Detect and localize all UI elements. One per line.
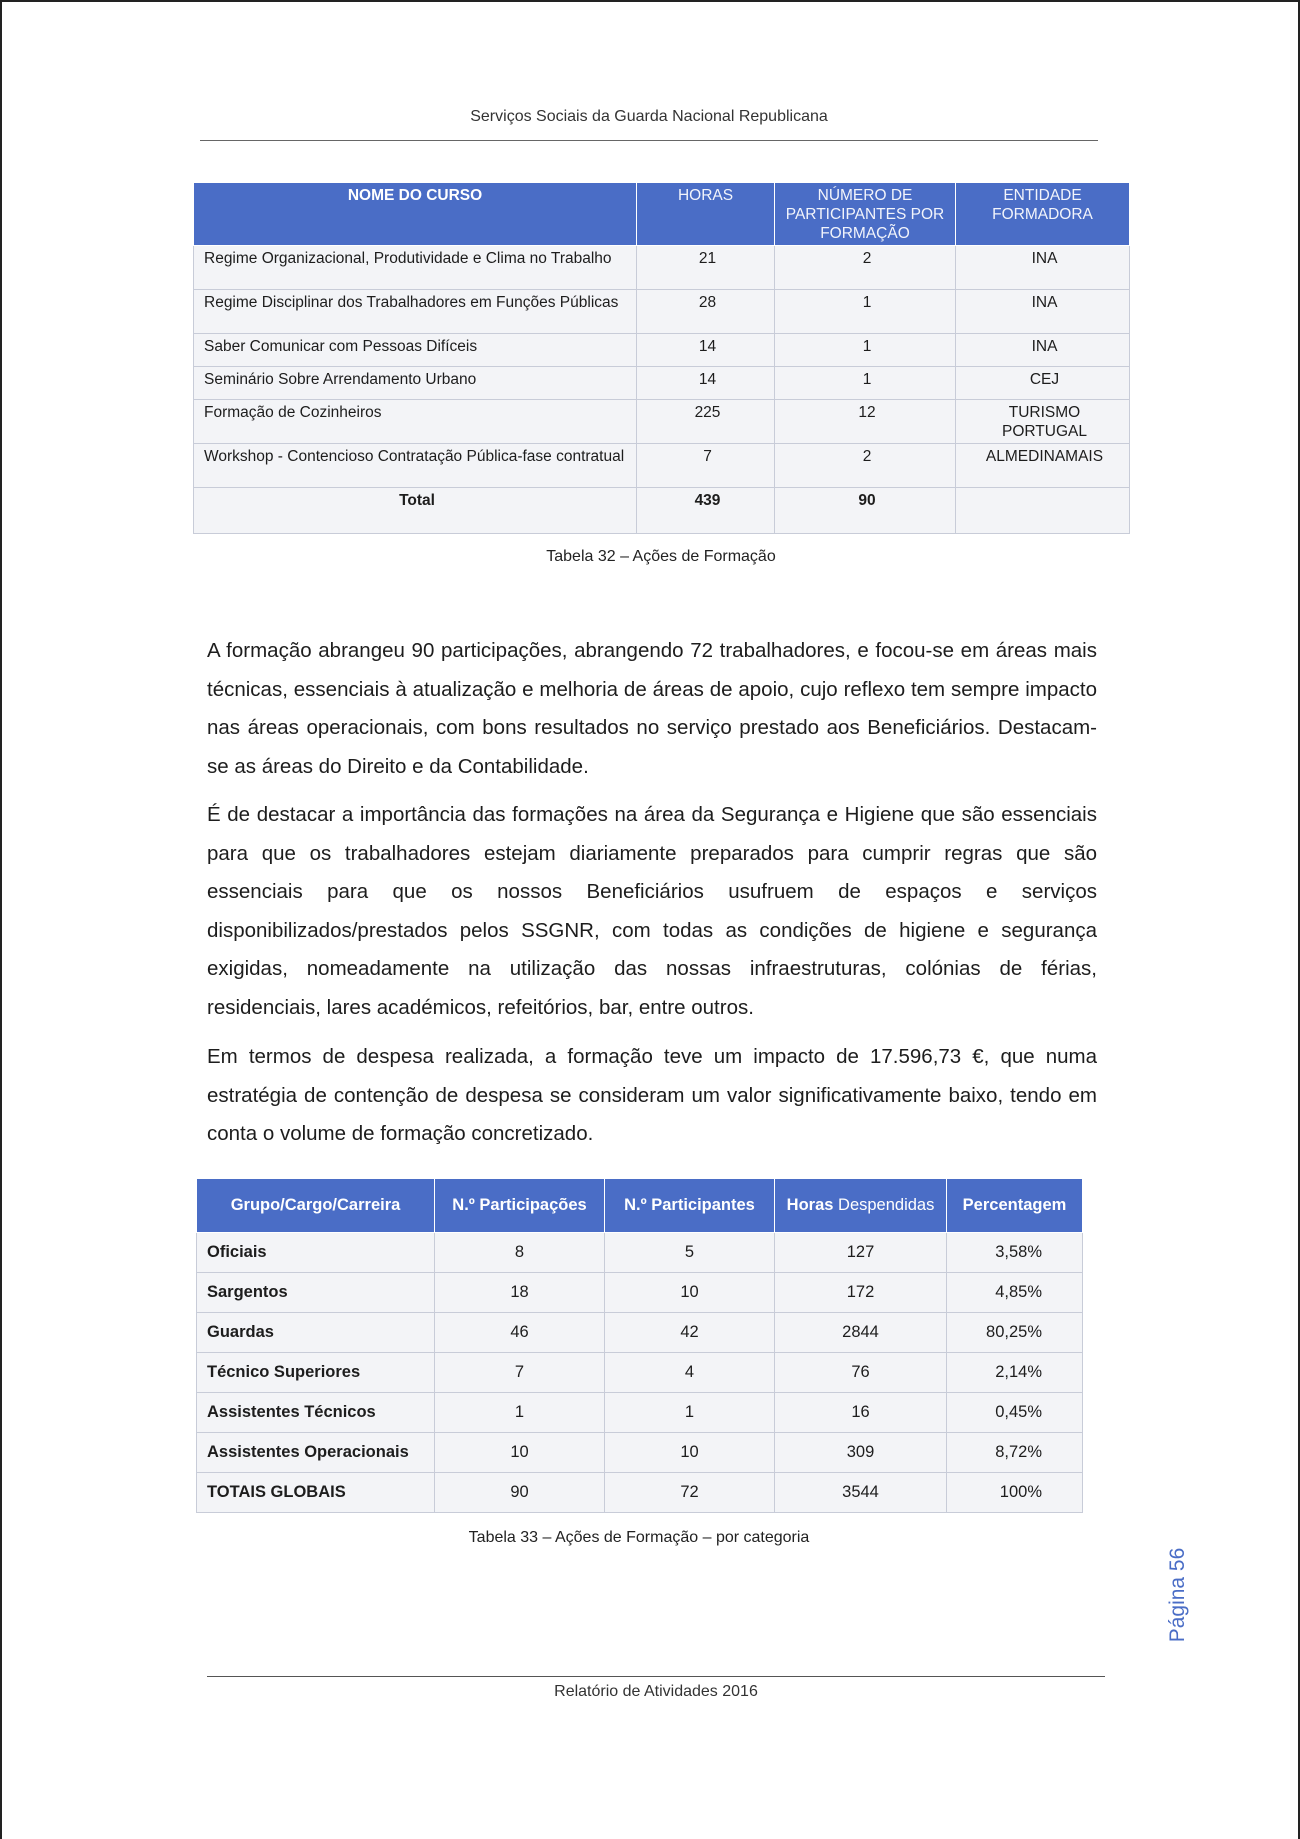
table-row — [194, 400, 1130, 444]
training-actions-table — [193, 182, 1130, 534]
cell-group: Guardas — [197, 1313, 435, 1353]
cell-participants: 10 — [605, 1273, 775, 1313]
cell-participants: 5 — [605, 1233, 775, 1273]
cell-entity: INA — [956, 246, 1130, 290]
footer-rule — [207, 1676, 1105, 1677]
totals-row — [197, 1473, 1083, 1513]
cell-percentage: 0,45% — [947, 1393, 1083, 1433]
cell-participants: 12 — [775, 400, 956, 444]
table-row — [194, 444, 1130, 488]
cell-group: Oficiais — [197, 1233, 435, 1273]
cell-hours: 14 — [637, 334, 775, 367]
cell-hours: 3544 — [775, 1473, 947, 1513]
cell-entity: CEJ — [956, 367, 1130, 400]
cell-participations: 8 — [435, 1233, 605, 1273]
col-header-participants: NÚMERO DE PARTICIPANTES POR FORMAÇÃO — [775, 183, 956, 246]
cell-participants: 1 — [775, 290, 956, 334]
cell-participants: 1 — [605, 1393, 775, 1433]
table-row — [197, 1393, 1083, 1433]
col-header-percentage: Percentagem — [947, 1179, 1083, 1233]
cell-entity: ALMEDINAMAIS — [956, 444, 1130, 488]
cell-participants: 4 — [605, 1353, 775, 1393]
cell-hours: 225 — [637, 400, 775, 444]
col-header-hours — [775, 1179, 947, 1233]
total-row — [194, 488, 1130, 534]
table33-caption: Tabela 33 – Ações de Formação – por categoria — [468, 1529, 810, 1546]
table-header-row — [194, 183, 1130, 246]
table-row — [194, 367, 1130, 400]
cell-participations: 18 — [435, 1273, 605, 1313]
col-header-group: Grupo/Cargo/Carreira — [197, 1179, 435, 1233]
cell-hours: 14 — [637, 367, 775, 400]
table-row — [197, 1353, 1083, 1393]
cell-participants: 2 — [775, 246, 956, 290]
cell-course: Formação de Cozinheiros — [194, 400, 637, 444]
col-header-course: NOME DO CURSO — [194, 183, 637, 246]
cell-course: Workshop - Contencioso Contratação Pública-fase contratual — [194, 444, 637, 488]
table-row — [194, 290, 1130, 334]
cell-hours: 16 — [775, 1393, 947, 1433]
cell-hours: 309 — [775, 1433, 947, 1473]
hours-header-light: Despendidas — [833, 1196, 935, 1214]
cell-participants: 1 — [775, 334, 956, 367]
total-hours: 439 — [637, 488, 775, 534]
cell-percentage: 8,72% — [947, 1433, 1083, 1473]
col-header-entity: ENTIDADE FORMADORA — [956, 183, 1130, 246]
cell-course: Regime Disciplinar dos Trabalhadores em Funções Públicas — [194, 290, 637, 334]
cell-percentage: 3,58% — [947, 1233, 1083, 1273]
paragraph-3: Em termos de despesa realizada, a formação teve um impacto de 17.596,73 €, que numa estratégia de contenção de despesa se consideram um valor significativamente baixo, tendo em conta o volume de formação concretizado. — [207, 1045, 1097, 1145]
cell-course: Seminário Sobre Arrendamento Urbano — [194, 367, 637, 400]
total-entity — [956, 488, 1130, 534]
cell-participants: 1 — [775, 367, 956, 400]
cell-participations: 1 — [435, 1393, 605, 1433]
cell-group: Técnico Superiores — [197, 1353, 435, 1393]
cell-percentage: 80,25% — [947, 1313, 1083, 1353]
cell-hours: 172 — [775, 1273, 947, 1313]
table-row — [197, 1433, 1083, 1473]
cell-participations: 46 — [435, 1313, 605, 1353]
cell-entity: TURISMO PORTUGAL — [956, 400, 1130, 444]
table-header-row — [197, 1179, 1083, 1233]
table32-caption: Tabela 32 – Ações de Formação — [546, 548, 776, 565]
col-header-participants: N.º Participantes — [605, 1179, 775, 1233]
table-row — [194, 246, 1130, 290]
cell-hours: 2844 — [775, 1313, 947, 1353]
cell-hours: 76 — [775, 1353, 947, 1393]
table-row — [197, 1233, 1083, 1273]
cell-percentage: 100% — [947, 1473, 1083, 1513]
cell-participants: 42 — [605, 1313, 775, 1353]
table-row — [197, 1313, 1083, 1353]
cell-entity: INA — [956, 334, 1130, 367]
cell-participants: 2 — [775, 444, 956, 488]
cell-participations: 10 — [435, 1433, 605, 1473]
paragraph-2: É de destacar a importância das formações na área da Segurança e Higiene que são essenciais para que os trabalhadores estejam diariamente preparados para cumprir regras que são essenciais para que os nossos Beneficiários usufruem de espaços e serviços disponibilizados/prestados pelos SSGNR, com todas as condições de higiene e segurança exigidas, nomeadamente na utilização das nossas infraestruturas, colónias de férias, residenciais, lares académicos, refeitórios, bar, entre outros. — [207, 803, 1097, 1019]
cell-course: Saber Comunicar com Pessoas Difíceis — [194, 334, 637, 367]
cell-group: Sargentos — [197, 1273, 435, 1313]
cell-percentage: 2,14% — [947, 1353, 1083, 1393]
page-header: Serviços Sociais da Guarda Nacional Republicana — [470, 108, 828, 125]
total-label: Total — [194, 488, 637, 534]
cell-group: Assistentes Operacionais — [197, 1433, 435, 1473]
cell-participations: 90 — [435, 1473, 605, 1513]
cell-hours: 7 — [637, 444, 775, 488]
cell-hours: 21 — [637, 246, 775, 290]
page-footer: Relatório de Atividades 2016 — [554, 1683, 758, 1700]
training-by-category-table — [196, 1178, 1083, 1513]
header-rule — [200, 140, 1098, 141]
paragraph-1: A formação abrangeu 90 participações, abrangendo 72 trabalhadores, e focou-se em áreas mais técnicas, essenciais à atualização e melhoria de áreas de apoio, cujo reflexo tem sempre impacto nas áreas operacionais, com bons resultados no serviço prestado aos Beneficiários. Destacam-se as áreas do Direito e da Contabilidade. — [207, 639, 1097, 778]
cell-participants: 72 — [605, 1473, 775, 1513]
cell-course: Regime Organizacional, Produtividade e Clima no Trabalho — [194, 246, 637, 290]
col-header-participations: N.º Participações — [435, 1179, 605, 1233]
table-row — [197, 1273, 1083, 1313]
cell-participations: 7 — [435, 1353, 605, 1393]
table-row — [194, 334, 1130, 367]
hours-header-bold: Horas — [786, 1196, 834, 1214]
cell-participants: 10 — [605, 1433, 775, 1473]
page-number-label: Página 56 — [1166, 1547, 1189, 1643]
cell-group: Assistentes Técnicos — [197, 1393, 435, 1433]
col-header-hours: HORAS — [637, 183, 775, 246]
cell-percentage: 4,85% — [947, 1273, 1083, 1313]
cell-entity: INA — [956, 290, 1130, 334]
cell-hours: 127 — [775, 1233, 947, 1273]
cell-group: TOTAIS GLOBAIS — [197, 1473, 435, 1513]
cell-hours: 28 — [637, 290, 775, 334]
total-participants: 90 — [775, 488, 956, 534]
page-number — [1158, 1545, 1198, 1645]
